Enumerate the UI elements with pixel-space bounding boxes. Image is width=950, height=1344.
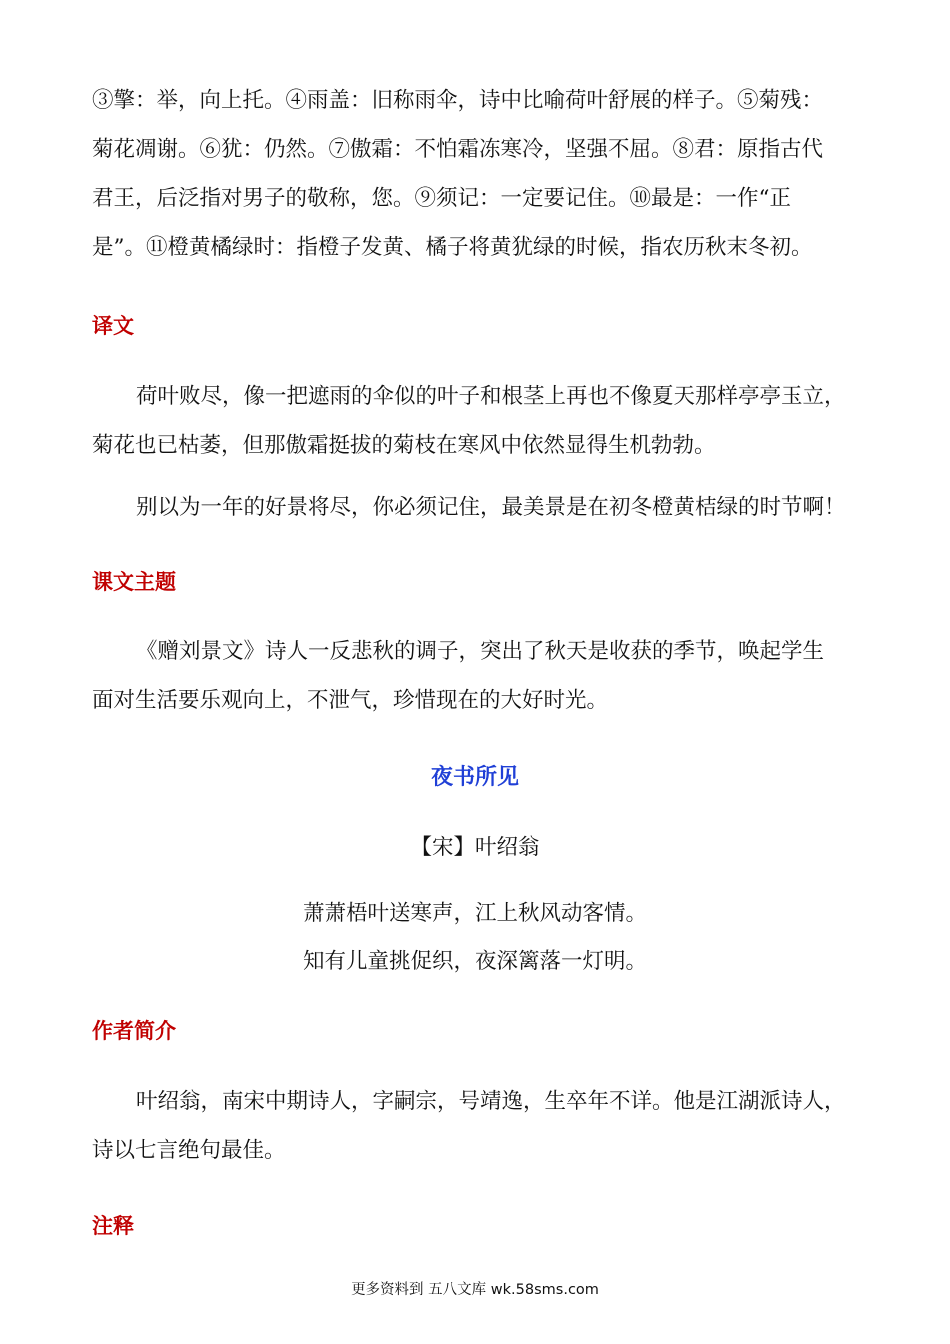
author-intro-line: 诗以七言绝句最佳。 — [92, 1138, 286, 1163]
theme-line: 面对生活要乐观向上，不泄气，珍惜现在的大好时光。 — [92, 688, 609, 713]
translation-line: 菊花也已枯萎，但那傲霜挺拔的菊枝在寒风中依然显得生机勃勃。 — [92, 433, 716, 458]
author-intro-paragraph — [92, 1077, 882, 1175]
poem-title: 夜书所见 — [430, 765, 519, 790]
theme-paragraph — [92, 627, 882, 725]
poem-line-2: 知有儿童挑促织，夜深篱落一灯明。 — [302, 949, 647, 974]
author-intro-heading: 作者简介 — [92, 1019, 176, 1043]
notes-line: 菊花凋谢。⑥犹：仍然。⑦傲霜：不怕霜冻寒冷，坚强不屈。⑧君：原指古代 — [92, 137, 824, 162]
footer-text: 更多资料到 五八文库 wk.58sms.com — [351, 1282, 599, 1298]
translation-heading: 译文 — [92, 314, 134, 338]
translation-paragraph-1 — [92, 372, 882, 470]
notes-continued-paragraph — [92, 76, 882, 272]
notes-line: 君王，后泛指对男子的敬称，您。⑨须记：一定要记住。⑩最是：一作“正 — [92, 186, 791, 211]
poem-line-1: 萧萧梧叶送寒声，江上秋风动客情。 — [302, 901, 647, 926]
author-intro-line: 叶绍翁，南宋中期诗人，字嗣宗，号靖逸，生卒年不详。他是江湖派诗人， — [136, 1089, 846, 1114]
notes-line: ③擎：举，向上托。④雨盖：旧称雨伞，诗中比喻荷叶舒展的样子。⑤菊残： — [92, 88, 824, 113]
notes-line: 是”。⑪橙黄橘绿时：指橙子发黄、橘子将黄犹绿的时候，指农历秋末冬初。 — [92, 235, 813, 260]
theme-heading: 课文主题 — [92, 570, 176, 594]
translation-line: 荷叶败尽，像一把遮雨的伞似的叶子和根茎上再也不像夏天那样亭亭玉立， — [136, 384, 846, 409]
poem-author: 【宋】叶绍翁 — [410, 835, 540, 860]
translation-paragraph-2: 别以为一年的好景将尽，你必须记住，最美景是在初冬橙黄桔绿的时节啊！ — [136, 495, 846, 520]
theme-line: 《赠刘景文》诗人一反悲秋的调子，突出了秋天是收获的季节，唤起学生 — [136, 639, 825, 664]
notes-heading: 注释 — [92, 1214, 134, 1238]
